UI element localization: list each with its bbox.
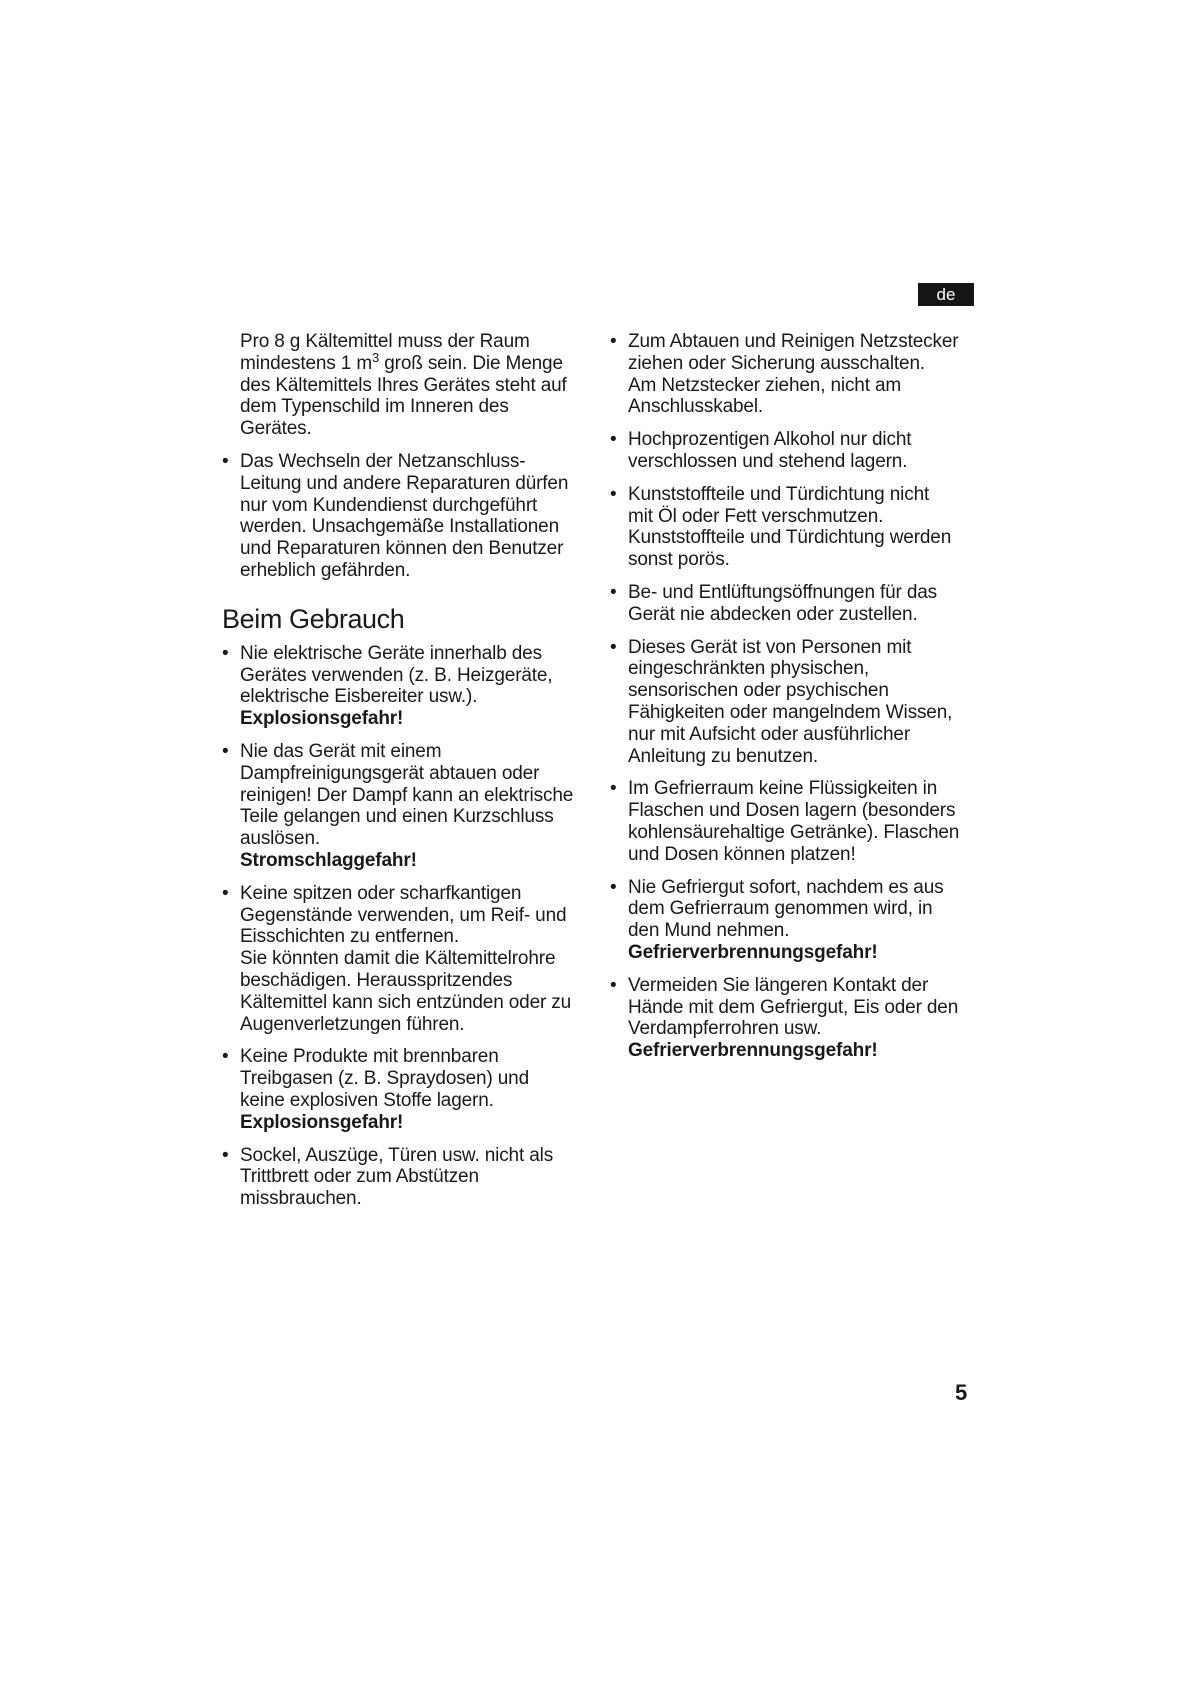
- bullet-icon: •: [610, 581, 617, 603]
- bullet-icon: •: [222, 1144, 229, 1166]
- text-line: ziehen oder Sicherung ausschalten.: [628, 352, 925, 374]
- text-line: Treibgasen (z. B. Spraydosen) und: [240, 1068, 530, 1090]
- list-item: [610, 637, 984, 768]
- text-line: Im Gefrierraum keine Flüssigkeiten in: [628, 778, 938, 800]
- text-line: Gerätes verwenden (z. B. Heizgeräte,: [240, 664, 553, 686]
- text-line: und Dosen können platzen!: [628, 843, 856, 865]
- bullet-icon: •: [222, 642, 229, 664]
- bullet-icon: •: [610, 974, 617, 996]
- text-line: reinigen! Der Dampf kann an elektrische: [240, 784, 574, 806]
- list-item: [222, 741, 594, 872]
- text-line: elektrische Eisbereiter usw.).: [240, 686, 478, 708]
- warning-text: Stromschlaggefahr!: [240, 849, 417, 871]
- bullet-icon: •: [610, 636, 617, 658]
- text-line: dem Typenschild im Inneren des: [240, 396, 509, 418]
- text-line: Leitung und andere Reparaturen dürfen: [240, 472, 569, 494]
- text-line: Teile gelangen und einen Kurzschluss: [240, 806, 554, 828]
- text-line: Eisschichten zu entfernen.: [240, 926, 459, 948]
- text-line: Keine spitzen oder scharfkantigen: [240, 882, 522, 904]
- text-line: keine explosiven Stoffe lagern.: [240, 1089, 494, 1111]
- text-line: kohlensäurehaltige Getränke). Flaschen: [628, 821, 960, 843]
- list-item: [222, 643, 594, 730]
- text-line: Vermeiden Sie längeren Kontakt der: [628, 974, 929, 996]
- list-item: [222, 1046, 594, 1133]
- intro-paragraph: [240, 331, 594, 440]
- text-line: missbrauchen.: [240, 1188, 362, 1210]
- text-line: Das Wechseln der Netzanschluss-: [240, 450, 526, 472]
- bullet-icon: •: [222, 882, 229, 904]
- page-number: 5: [955, 1380, 968, 1405]
- warning-text: Explosionsgefahr!: [240, 708, 404, 730]
- text-line: Gegenstände verwenden, um Reif- und: [240, 904, 567, 926]
- text-line: verschlossen und stehend lagern.: [628, 450, 908, 472]
- bullet-icon: •: [222, 450, 229, 472]
- text-line: Gerät nie abdecken oder zustellen.: [628, 603, 918, 625]
- text-line: Nie Gefriergut sofort, nachdem es aus: [628, 876, 944, 898]
- text-line: sensorischen oder psychischen: [628, 680, 889, 702]
- text-line: Gerätes.: [240, 418, 312, 440]
- text-line: nur mit Aufsicht oder ausführlicher: [628, 723, 910, 745]
- text-line: Hände mit dem Gefriergut, Eis oder den: [628, 996, 959, 1018]
- text-line: des Kältemittels Ihres Gerätes steht auf: [240, 374, 567, 396]
- list-item: [222, 451, 594, 582]
- text-line: Pro 8 g Kältemittel muss der Raum: [240, 331, 530, 352]
- text-line: Be- und Entlüftungsöffnungen für das: [628, 581, 938, 603]
- text-line: Kältemittel kann sich entzünden oder zu: [240, 991, 572, 1013]
- text-line: Nie das Gerät mit einem: [240, 740, 442, 762]
- text-line: dem Gefrierraum genommen wird, in: [628, 898, 933, 920]
- bullet-icon: •: [222, 1046, 229, 1068]
- list-item: [610, 877, 984, 964]
- text-line: sonst porös.: [628, 549, 730, 571]
- text-line: und Reparaturen können den Benutzer: [240, 538, 564, 560]
- bullet-icon: •: [610, 483, 617, 505]
- bullet-icon: •: [610, 331, 617, 352]
- warning-text: Explosionsgefahr!: [240, 1111, 404, 1133]
- text-line: erheblich gefährden.: [240, 559, 411, 581]
- text-line: nur vom Kundendienst durchgeführt: [240, 494, 538, 516]
- list-item: [610, 975, 984, 1062]
- text-line: Dampfreinigungsgerät abtauen oder: [240, 762, 540, 784]
- list-item: [610, 331, 984, 418]
- text-line: Verdampferrohren usw.: [628, 1018, 822, 1040]
- text-line: Nie elektrische Geräte innerhalb des: [240, 642, 542, 664]
- text-line: beschädigen. Herausspritzendes: [240, 969, 513, 991]
- text-line: werden. Unsachgemäße Installationen: [240, 516, 559, 538]
- text-line: Anleitung zu benutzen.: [628, 745, 819, 767]
- list-item: [222, 883, 594, 1036]
- text-line: Flaschen und Dosen lagern (besonders: [628, 800, 956, 822]
- text-line: Sie könnten damit die Kältemittelrohre: [240, 948, 556, 970]
- list-item: [610, 484, 984, 571]
- bullet-icon: •: [610, 876, 617, 898]
- text-line: Kunststoffteile und Türdichtung nicht: [628, 483, 930, 505]
- superscript: 3: [372, 349, 380, 365]
- bullet-icon: •: [610, 429, 617, 451]
- text-line: auslösen.: [240, 828, 320, 850]
- text-line: Dieses Gerät ist von Personen mit: [628, 636, 912, 658]
- text-line: Am Netzstecker ziehen, nicht am: [628, 374, 902, 396]
- text-line: Anschlusskabel.: [628, 396, 764, 418]
- text-line: Zum Abtauen und Reinigen Netzstecker: [628, 331, 959, 352]
- text-line: den Mund nehmen.: [628, 920, 790, 942]
- right-column: [610, 331, 984, 1073]
- section-heading: Beim Gebrauch: [222, 603, 405, 634]
- left-column: [222, 331, 594, 1221]
- text-line: Kunststoffteile und Türdichtung werden: [628, 527, 952, 549]
- bullet-icon: •: [222, 740, 229, 762]
- text-line: eingeschränkten physischen,: [628, 658, 869, 680]
- list-item: [610, 778, 984, 865]
- list-item: [610, 582, 984, 626]
- text-line: mindestens 1 $m^3$ groß sein. Die Menge: [240, 349, 563, 374]
- list-item: [610, 429, 984, 473]
- text-line: mit Öl oder Fett verschmutzen.: [628, 505, 884, 527]
- warning-text: Gefrierverbrennungsgefahr!: [628, 1040, 878, 1062]
- text-line: Sockel, Auszüge, Türen usw. nicht als: [240, 1144, 554, 1166]
- warning-text: Gefrierverbrennungsgefahr!: [628, 941, 878, 963]
- text-line: Trittbrett oder zum Abstützen: [240, 1166, 479, 1188]
- bullet-icon: •: [610, 778, 617, 800]
- list-item: [222, 1145, 594, 1210]
- text-line: Augenverletzungen führen.: [240, 1013, 465, 1035]
- text-line: Fähigkeiten oder mangelndem Wissen,: [628, 701, 953, 723]
- text-line: Keine Produkte mit brennbaren: [240, 1046, 499, 1068]
- language-badge: de: [918, 283, 974, 306]
- text-line: Hochprozentigen Alkohol nur dicht: [628, 429, 912, 451]
